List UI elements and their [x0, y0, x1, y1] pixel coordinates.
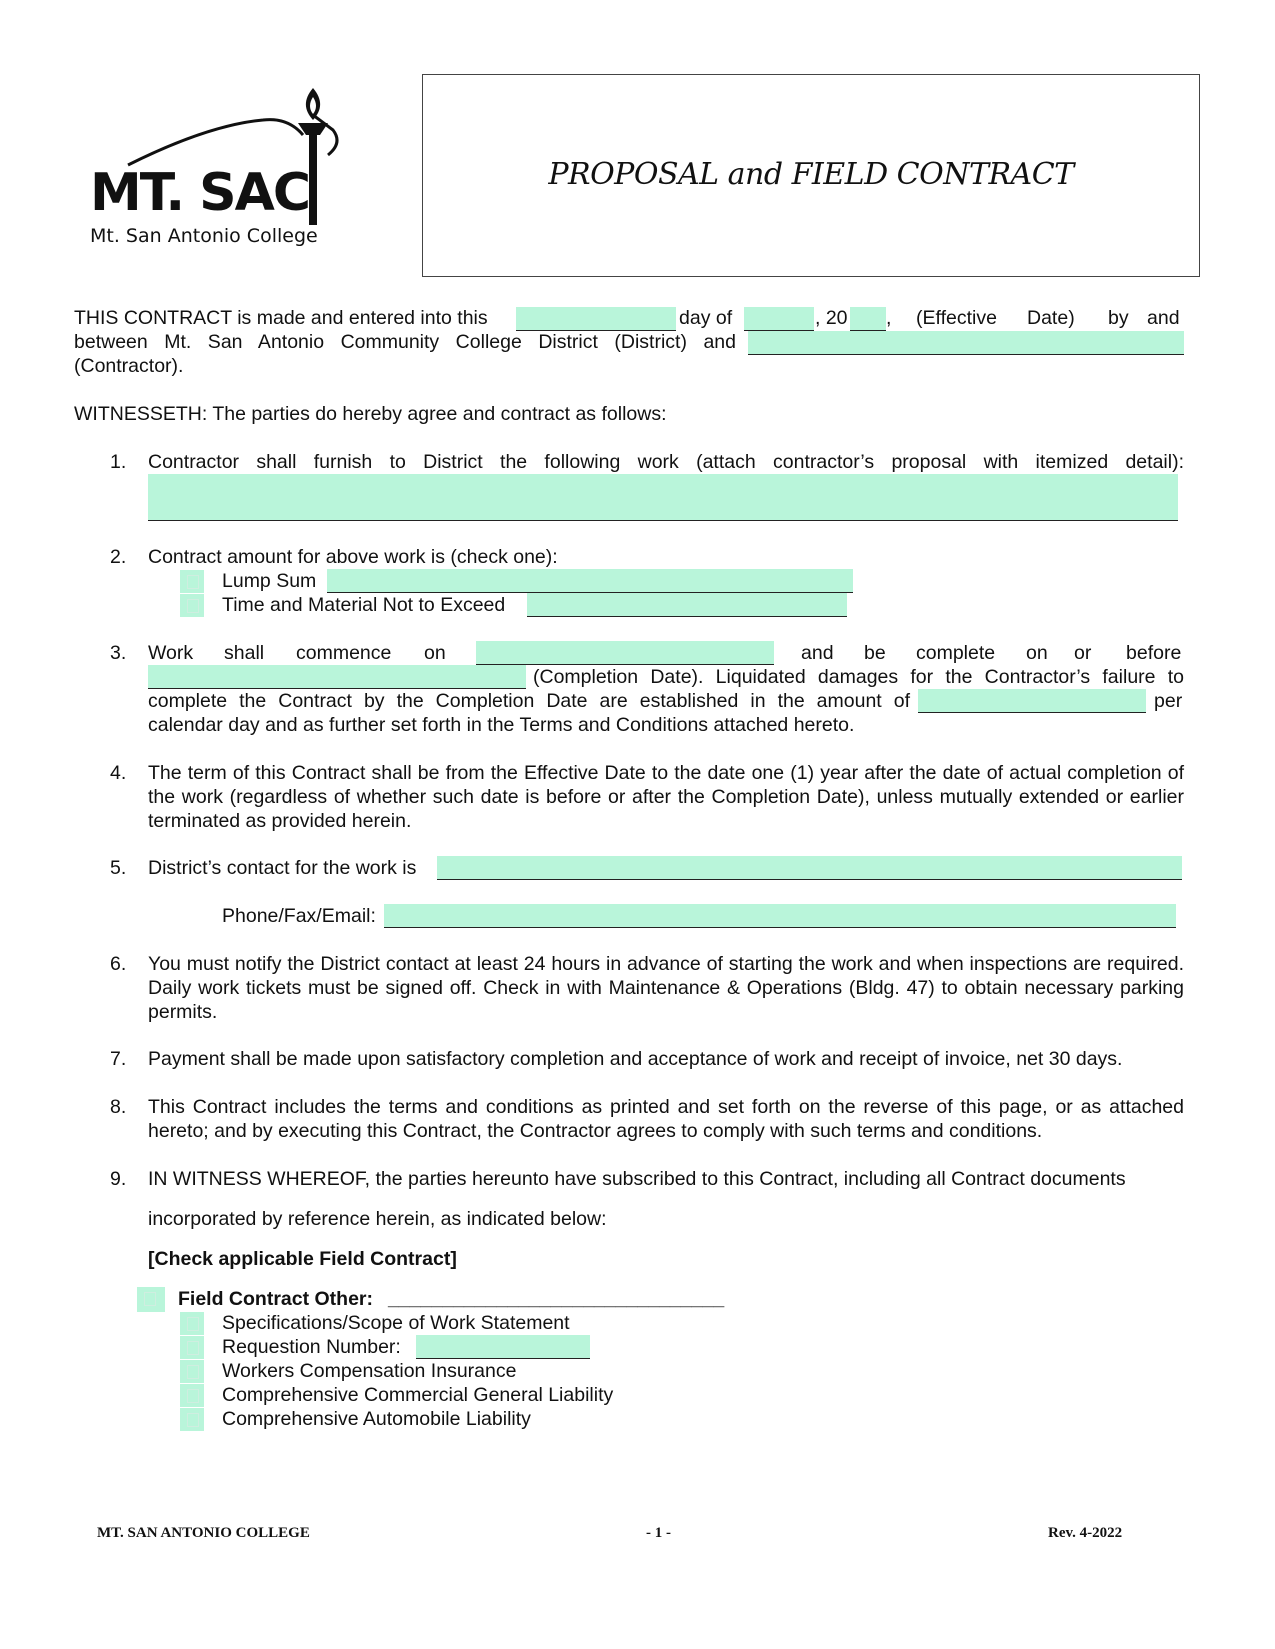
item-9-number: 9.	[110, 1168, 127, 1190]
item-1-number: 1.	[110, 451, 127, 473]
witnesseth-text: WITNESSETH: The parties do hereby agree and contract as follows:	[74, 403, 667, 425]
checklist-item: Comprehensive Automobile Liability	[222, 1408, 531, 1430]
field-contract-other-checkbox[interactable]	[137, 1287, 165, 1312]
time-material-label: Time and Material Not to Exceed	[222, 594, 506, 616]
item-6-text: You must notify the District contact at least 24 hours in advance of starting the work and when inspections are required. Daily work tickets must be signed off. Check in with Maintenance & Operations (Bldg. 47) to obtain necessary parking permits.	[148, 953, 1184, 1023]
check-heading: [Check applicable Field Contract]	[148, 1248, 457, 1270]
item-9-line-1: IN WITNESS WHEREOF, the parties hereunto have subscribed to this Contract, including all Contract documents	[148, 1168, 1126, 1190]
phone-fax-email-label: Phone/Fax/Email:	[222, 905, 376, 927]
commence-date-field[interactable]	[476, 641, 774, 665]
checklist-item: Comprehensive Commercial General Liability	[222, 1384, 614, 1406]
intro-line-1: THIS CONTRACT is made and entered into this day of , 20 , (Effective Date) by and	[74, 307, 1180, 329]
college-logo	[88, 85, 348, 260]
checklist-checkbox-0[interactable]	[180, 1312, 204, 1335]
district-contact-field[interactable]	[437, 856, 1182, 880]
item-2-number: 2.	[110, 546, 127, 568]
item-8-number: 8.	[110, 1096, 127, 1118]
page-title: PROPOSAL and FIELD CONTRACT	[548, 157, 1074, 192]
item-3-number: 3.	[110, 642, 127, 664]
field-contract-other-line: _______________________________	[388, 1288, 725, 1310]
requisition-number-field[interactable]	[416, 1335, 590, 1359]
checklist-item: Requestion Number:	[222, 1336, 401, 1358]
completion-date-field[interactable]	[148, 665, 526, 689]
checklist-item: Specifications/Scope of Work Statement	[222, 1312, 570, 1334]
item-2-text: Contract amount for above work is (check one):	[148, 546, 558, 568]
field-contract-other-label: Field Contract Other:	[178, 1288, 374, 1310]
item-6-number: 6.	[110, 953, 127, 975]
item-3-line-2: (Completion Date). Liquidated damages for the Contractor’s failure to	[533, 666, 1184, 688]
contractor-name-field[interactable]	[748, 331, 1184, 355]
footer-page-number: - 1 -	[646, 1525, 671, 1541]
item-3-line-1: Work shall commence on and be complete on or before	[148, 642, 1182, 664]
item-9-line-2: incorporated by reference herein, as indicated below:	[148, 1208, 607, 1230]
logo-wordmark: MT. SAC	[90, 163, 310, 223]
time-material-checkbox[interactable]	[180, 594, 204, 617]
checklist-checkbox-1[interactable]	[180, 1336, 204, 1359]
lump-sum-amount-field[interactable]	[327, 569, 853, 593]
item-3-line-4: calendar day and as further set forth in the Terms and Conditions attached hereto.	[148, 714, 855, 736]
footer-college-name: MT. SAN ANTONIO COLLEGE	[97, 1525, 310, 1541]
item-4-text: The term of this Contract shall be from the Effective Date to the date one (1) year after the date of actual completion of the work (regardless of whether such date is before or after the Completion Date), unless mutually extended or earlier terminated as provided herein.	[148, 762, 1184, 832]
title-box	[422, 74, 1200, 277]
logo-subtitle: Mt. San Antonio College	[90, 225, 318, 247]
phone-fax-email-field[interactable]	[384, 904, 1176, 928]
intro-line-2: between Mt. San Antonio Community College District (District) and	[74, 331, 736, 353]
time-material-amount-field[interactable]	[527, 593, 847, 617]
contract-month-field[interactable]	[744, 307, 814, 331]
item-5-number: 5.	[110, 857, 127, 879]
item-3-line-3: complete the Contract by the Completion Date are established in the amount of	[148, 690, 910, 712]
checklist-checkbox-2[interactable]	[180, 1360, 204, 1383]
contract-day-field[interactable]	[516, 307, 676, 331]
item-3-per: per	[1154, 690, 1183, 712]
item-8-text: This Contract includes the terms and conditions as printed and set forth on the reverse of this page, or as attached hereto; and by executing this Contract, the Contractor agrees to comply with such terms and conditions.	[148, 1096, 1184, 1142]
item-5-text: District’s contact for the work is	[148, 857, 417, 879]
lump-sum-checkbox[interactable]	[180, 570, 204, 593]
lump-sum-label: Lump Sum	[222, 570, 317, 592]
intro-line-3: (Contractor).	[74, 355, 184, 377]
contract-year-field[interactable]	[850, 307, 886, 331]
checklist-item: Workers Compensation Insurance	[222, 1360, 517, 1382]
checklist-checkbox-4[interactable]	[180, 1408, 204, 1431]
item-7-text: Payment shall be made upon satisfactory completion and acceptance of work and receipt of invoice, net 30 days.	[148, 1048, 1123, 1070]
checklist-checkbox-3[interactable]	[180, 1384, 204, 1407]
item-4-number: 4.	[110, 762, 127, 784]
item-7-number: 7.	[110, 1048, 127, 1070]
liquidated-damages-field[interactable]	[918, 689, 1146, 713]
footer-revision: Rev. 4-2022	[1048, 1525, 1123, 1541]
item-1-text: Contractor shall furnish to District the following work (attach contractor’s proposal with itemized detail):	[148, 451, 1184, 473]
work-description-line-2[interactable]	[148, 497, 1178, 521]
work-description-line-1[interactable]	[148, 474, 1178, 498]
